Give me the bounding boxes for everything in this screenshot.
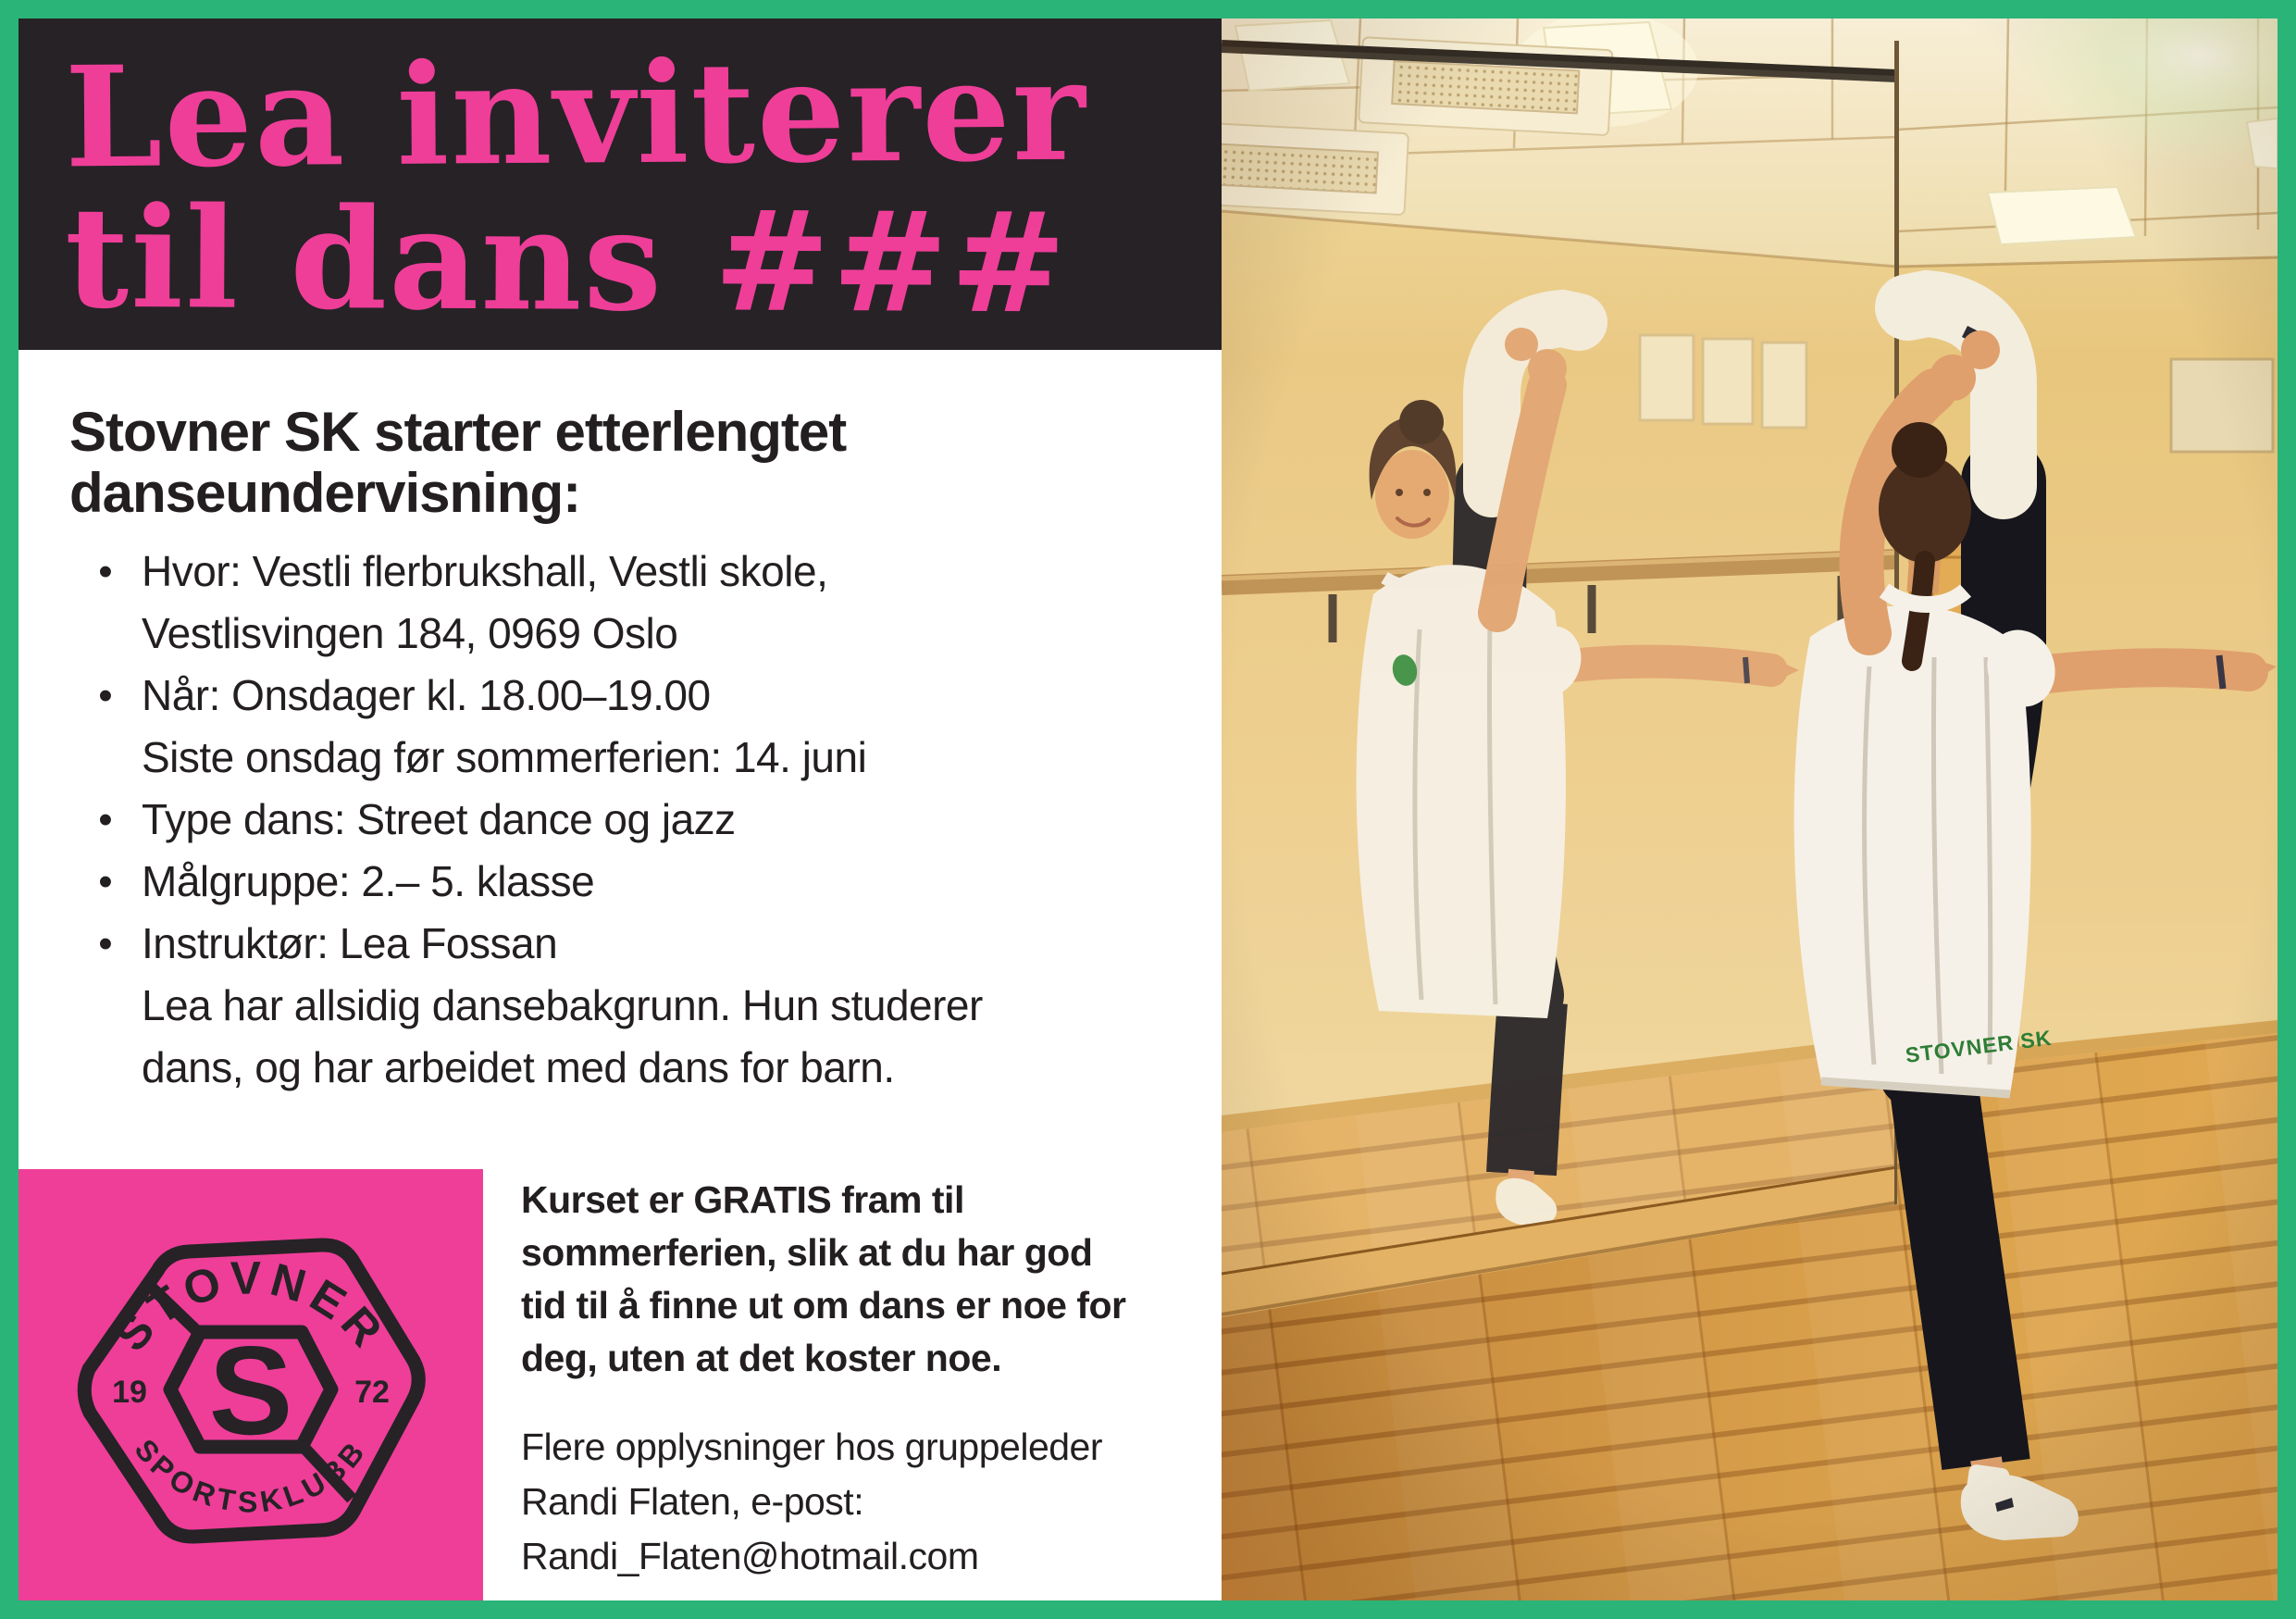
- bullet-marker: •: [98, 549, 113, 594]
- logo-center-letter: S: [208, 1320, 293, 1461]
- info-line: deg, uten at det koster noe.: [521, 1337, 1002, 1379]
- title-banner: [19, 19, 1222, 350]
- studio-photo: [1222, 19, 2277, 1600]
- detail-line: Vestlisvingen 184, 0969 Oslo: [142, 609, 678, 657]
- free-course-paragraph: [521, 1174, 1234, 1385]
- detail-line: Når: Onsdager kl. 18.00–19.00: [142, 671, 711, 719]
- info-line: Kurset er GRATIS fram til: [521, 1178, 964, 1221]
- logo-top-arc-text: STOVNER: [105, 1252, 397, 1362]
- list-item-instructor: [69, 913, 1272, 1099]
- detail-line: Type dans: Street dance og jazz: [142, 795, 736, 843]
- bullet-marker: •: [98, 921, 113, 966]
- email-text: Randi_Flaten@hotmail.com: [521, 1535, 979, 1577]
- detail-line: Siste onsdag før sommerferien: 14. juni: [142, 733, 867, 781]
- info-line: sommerferien, slik at du har god: [521, 1231, 1093, 1274]
- body-section: [19, 350, 1272, 1099]
- photo-vignette: [1222, 19, 2277, 1600]
- detail-line: Lea har allsidig dansebakgrunn. Hun studerer: [142, 981, 983, 1029]
- contact-line: Randi Flaten, e-post:: [521, 1480, 864, 1523]
- detail-line: Hvor: Vestli flerbrukshall, Vestli skole,: [142, 547, 828, 595]
- contact-paragraph: [521, 1420, 1234, 1584]
- bullet-marker: •: [98, 859, 113, 904]
- bullet-marker: •: [98, 797, 113, 842]
- info-section: [521, 1174, 1234, 1584]
- club-logo-badge: [41, 1193, 461, 1582]
- section-heading-line-1: Stovner SK starter etterlengtet: [69, 401, 847, 463]
- list-item-time: [69, 665, 1272, 789]
- section-heading-line-2: danseundervisning:: [69, 462, 581, 524]
- flyer-title-line-2: til dans ###: [64, 176, 1069, 345]
- logo-year-right: 72: [354, 1375, 390, 1410]
- logo-year-left: 19: [112, 1375, 147, 1410]
- list-item-dance-type: [69, 789, 1272, 851]
- flyer-inner: [19, 19, 2277, 1600]
- club-logo-panel: [19, 1169, 483, 1600]
- detail-line: Instruktør: Lea Fossan: [142, 919, 558, 967]
- info-line: tid til å finne ut om dans er noe for: [521, 1284, 1126, 1326]
- logo-bottom-arc-text: SPORTSKLUBB: [128, 1432, 374, 1519]
- list-item-target-group: [69, 851, 1272, 913]
- course-details-list: [69, 541, 1272, 1099]
- list-item-location: [69, 541, 1272, 665]
- flyer-title-line-1: Lea inviterer: [64, 29, 1088, 200]
- detail-line: Målgruppe: 2.– 5. klasse: [142, 857, 595, 905]
- contact-line: Flere opplysninger hos gruppeleder: [521, 1426, 1103, 1468]
- detail-line: dans, og har arbeidet med dans for barn.: [142, 1043, 895, 1091]
- bullet-marker: •: [98, 673, 113, 718]
- studio-scene: [1222, 19, 2277, 1600]
